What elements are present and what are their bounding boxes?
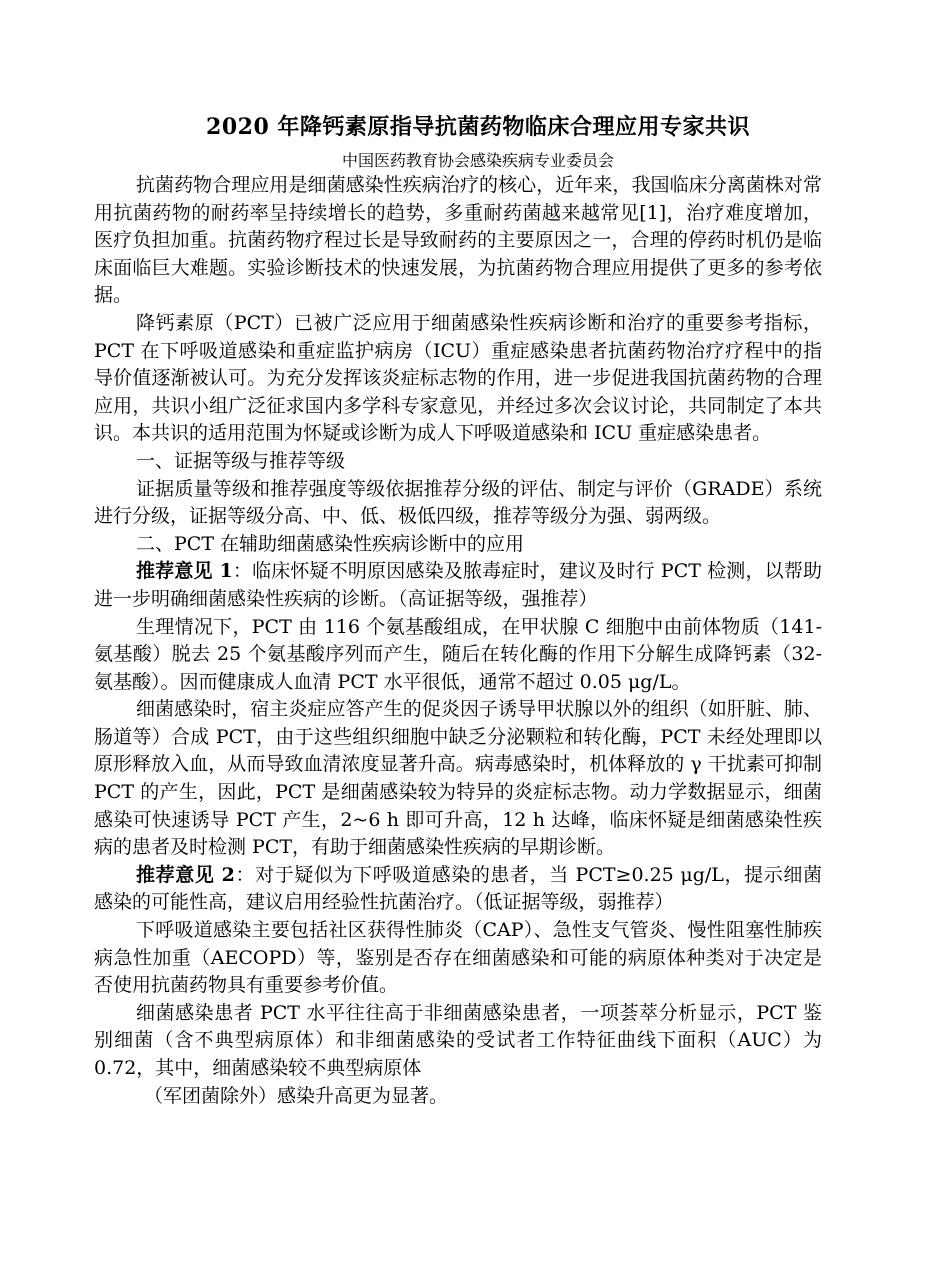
paragraph-continuation: （军团菌除外）感染升高更为显著。: [144, 1084, 449, 1107]
recommendation-2-label: 推荐意见 2: [136, 863, 235, 886]
paragraph-physiology: 生理情况下，PCT 由 116 个氨基酸组成，在甲状腺 C 细胞中由前体物质（141-氨基酸）脱去 25 个氨基酸序列而产生，随后在转化酶的作用下分解生成降钙素（32-氨基酸）。因而健康成人血清 PCT 水平很低，通常不超过 0.05 μg/L。: [94, 615, 822, 693]
recommendation-1-label: 推荐意见 1: [136, 560, 233, 583]
section-heading-evidence: 一、证据等级与推荐等级: [136, 449, 346, 472]
paragraph-meta-analysis: 细菌感染患者 PCT 水平往往高于非细菌感染患者，一项荟萃分析显示，PCT 鉴别细菌（含不典型病原体）和非细菌感染的受试者工作特征曲线下面积（AUC）为 0.72，其中，细菌感染较不典型病原体: [94, 1001, 822, 1079]
paragraph-bacterial-infection: 细菌感染时，宿主炎症应答产生的促炎因子诱导甲状腺以外的组织（如肝脏、肺、肠道等）合成 PCT，由于这些组织细胞中缺乏分泌颗粒和转化酶，PCT 未经处理即以原形释放入血，从而导致血清浓度显著升高。病毒感染时，机体释放的 γ 干扰素可抑制 PCT 的产生，因此，PCT 是细菌感染较为特异的炎症标志物。动力学数据显示，细菌感染可快速诱导 PCT 产生，2~6 h 即可升高，12 h 达峰，临床怀疑是细菌感染性疾病的患者及时检测 PCT，有助于细菌感染性疾病的早期诊断。: [94, 698, 822, 859]
recommendation-2: [94, 862, 822, 917]
paragraph-grade: 证据质量等级和推荐强度等级依据推荐分级的评估、制定与评价（GRADE）系统进行分级，证据等级分高、中、低、极低四级，推荐等级分为强、弱两级。: [94, 477, 822, 528]
paragraph-intro: 抗菌药物合理应用是细菌感染性疾病治疗的核心，近年来，我国临床分离菌株对常用抗菌药物的耐药率呈持续增长的趋势，多重耐药菌越来越常见[1]，治疗难度增加，医疗负担加重。抗菌药物疗程过长是导致耐药的主要原因之一，合理的停药时机仍是临床面临巨大难题。实验诊断技术的快速发展，为抗菌药物合理应用提供了更多的参考依据。: [94, 174, 822, 307]
recommendation-1-text: ：临床怀疑不明原因感染及脓毒症时，建议及时行 PCT 检测，以帮助进一步明确细菌感染性疾病的诊断。（高证据等级，强推荐）: [94, 560, 823, 610]
document-organization: 中国医药教育协会感染疾病专业委员会: [341, 151, 614, 170]
document-title: 2020 年降钙素原指导抗菌药物临床合理应用专家共识: [206, 114, 750, 140]
recommendation-1: [94, 558, 822, 613]
paragraph-lower-respiratory: 下呼吸道感染主要包括社区获得性肺炎（CAP）、急性支气管炎、慢性阻塞性肺疾病急性加重（AECOPD）等，鉴别是否存在细菌感染和可能的病原体种类对于决定是否使用抗菌药物具有重要参考价值。: [94, 919, 822, 997]
recommendation-2-text: ：对于疑似为下呼吸道感染的患者，当 PCT≥0.25 μg/L，提示细菌感染的可能性高，建议启用经验性抗菌治疗。（低证据等级，弱推荐）: [94, 863, 822, 914]
section-heading-diagnosis: 二、PCT 在辅助细菌感染性疾病诊断中的应用: [136, 532, 525, 555]
paragraph-pct-background: 降钙素原（PCT）已被广泛应用于细菌感染性疾病诊断和治疗的重要参考指标，PCT 在下呼吸道感染和重症监护病房（ICU）重症感染患者抗菌药物治疗疗程中的指导价值逐渐被认可。为充分发挥该炎症标志物的作用，进一步促进我国抗菌药物的合理应用，共识小组广泛征求国内多学科专家意见，并经过多次会议讨论，共同制定了本共识。本共识的适用范围为怀疑或诊断为成人下呼吸道感染和 ICU 重症感染患者。: [94, 311, 822, 445]
